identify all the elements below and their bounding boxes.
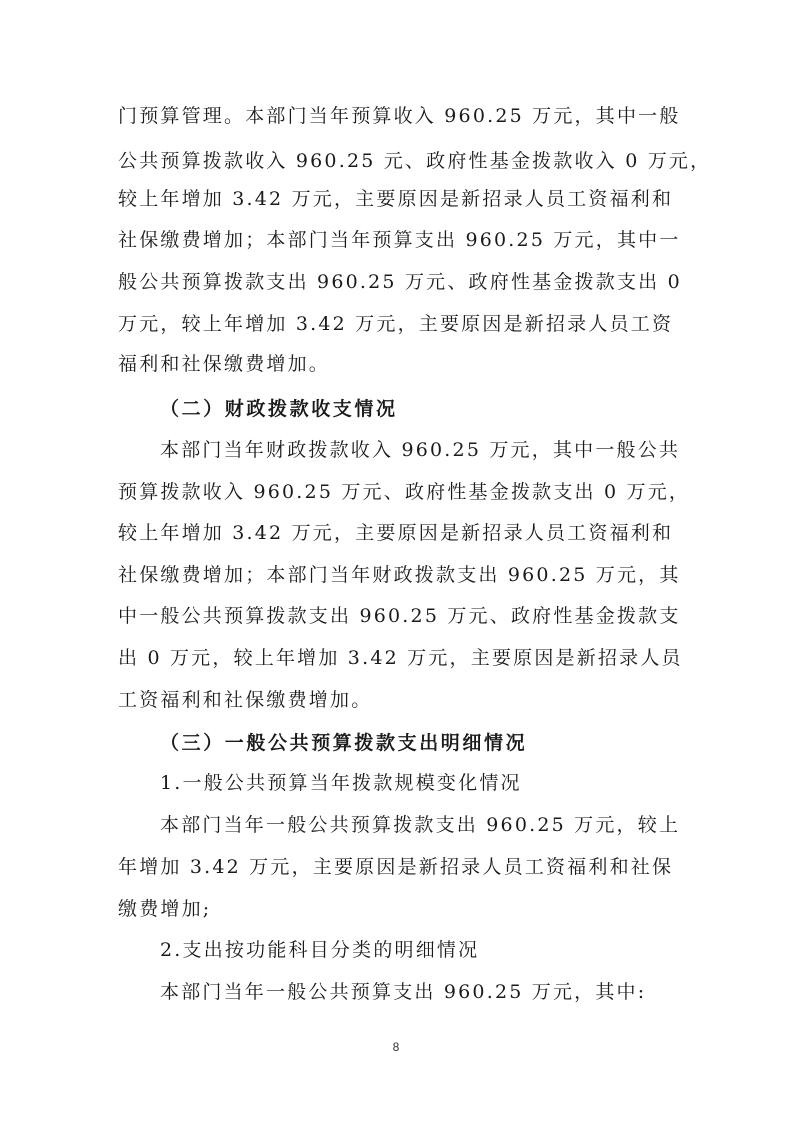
paragraph-line: 门预算管理。本部门当年预算收入 960.25 万元，其中一般 [118,105,681,127]
paragraph-line: 福利和社保缴费增加。 [118,353,331,375]
paragraph-line: 工资福利和社保缴费增加。 [118,689,373,711]
paragraph-line: 公共预算拨款收入 960.25 元、政府性基金拨款收入 0 万元， [118,150,712,172]
paragraph-line: 本部门当年财政拨款收入 960.25 万元，其中一般公共 [160,439,681,461]
paragraph-line: 社保缴费增加；本部门当年财政拨款支出 960.25 万元，其 [118,564,681,586]
paragraph-line: 中一般公共预算拨款支出 960.25 万元、政府性基金拨款支 [118,605,681,627]
paragraph-line: 缴费增加; [118,898,212,920]
paragraph-line: 社保缴费增加；本部门当年预算支出 960.25 万元，其中一 [118,229,681,251]
paragraph-line: 年增加 3.42 万元，主要原因是新招录人员工资福利和社保 [118,856,674,878]
page-number: 8 [392,1040,400,1054]
paragraph-line: 万元，较上年增加 3.42 万元，主要原因是新招录人员工资 [118,313,674,335]
subsection-title: 2.支出按功能科目分类的明细情况 [160,939,480,961]
paragraph-line: 本部门当年一般公共预算拨款支出 960.25 万元，较上 [160,814,681,836]
paragraph-line: 较上年增加 3.42 万元，主要原因是新招录人员工资福利和 [118,522,674,544]
section-heading: （三）一般公共预算拨款支出明细情况 [160,732,528,754]
paragraph-line: 预算拨款收入 960.25 万元、政府性基金拨款支出 0 万元， [118,481,691,503]
paragraph-line: 般公共预算拨款支出 960.25 万元、政府性基金拨款支出 0 [118,271,682,293]
section-heading: （二）财政拨款收支情况 [160,398,398,420]
paragraph-line: 出 0 万元，较上年增加 3.42 万元，主要原因是新招录人员 [118,647,683,669]
subsection-title: 1.一般公共预算当年拨款规模变化情况 [160,772,522,794]
paragraph-line: 本部门当年一般公共预算支出 960.25 万元，其中: [160,981,647,1003]
paragraph-line: 较上年增加 3.42 万元，主要原因是新招录人员工资福利和 [118,188,674,210]
